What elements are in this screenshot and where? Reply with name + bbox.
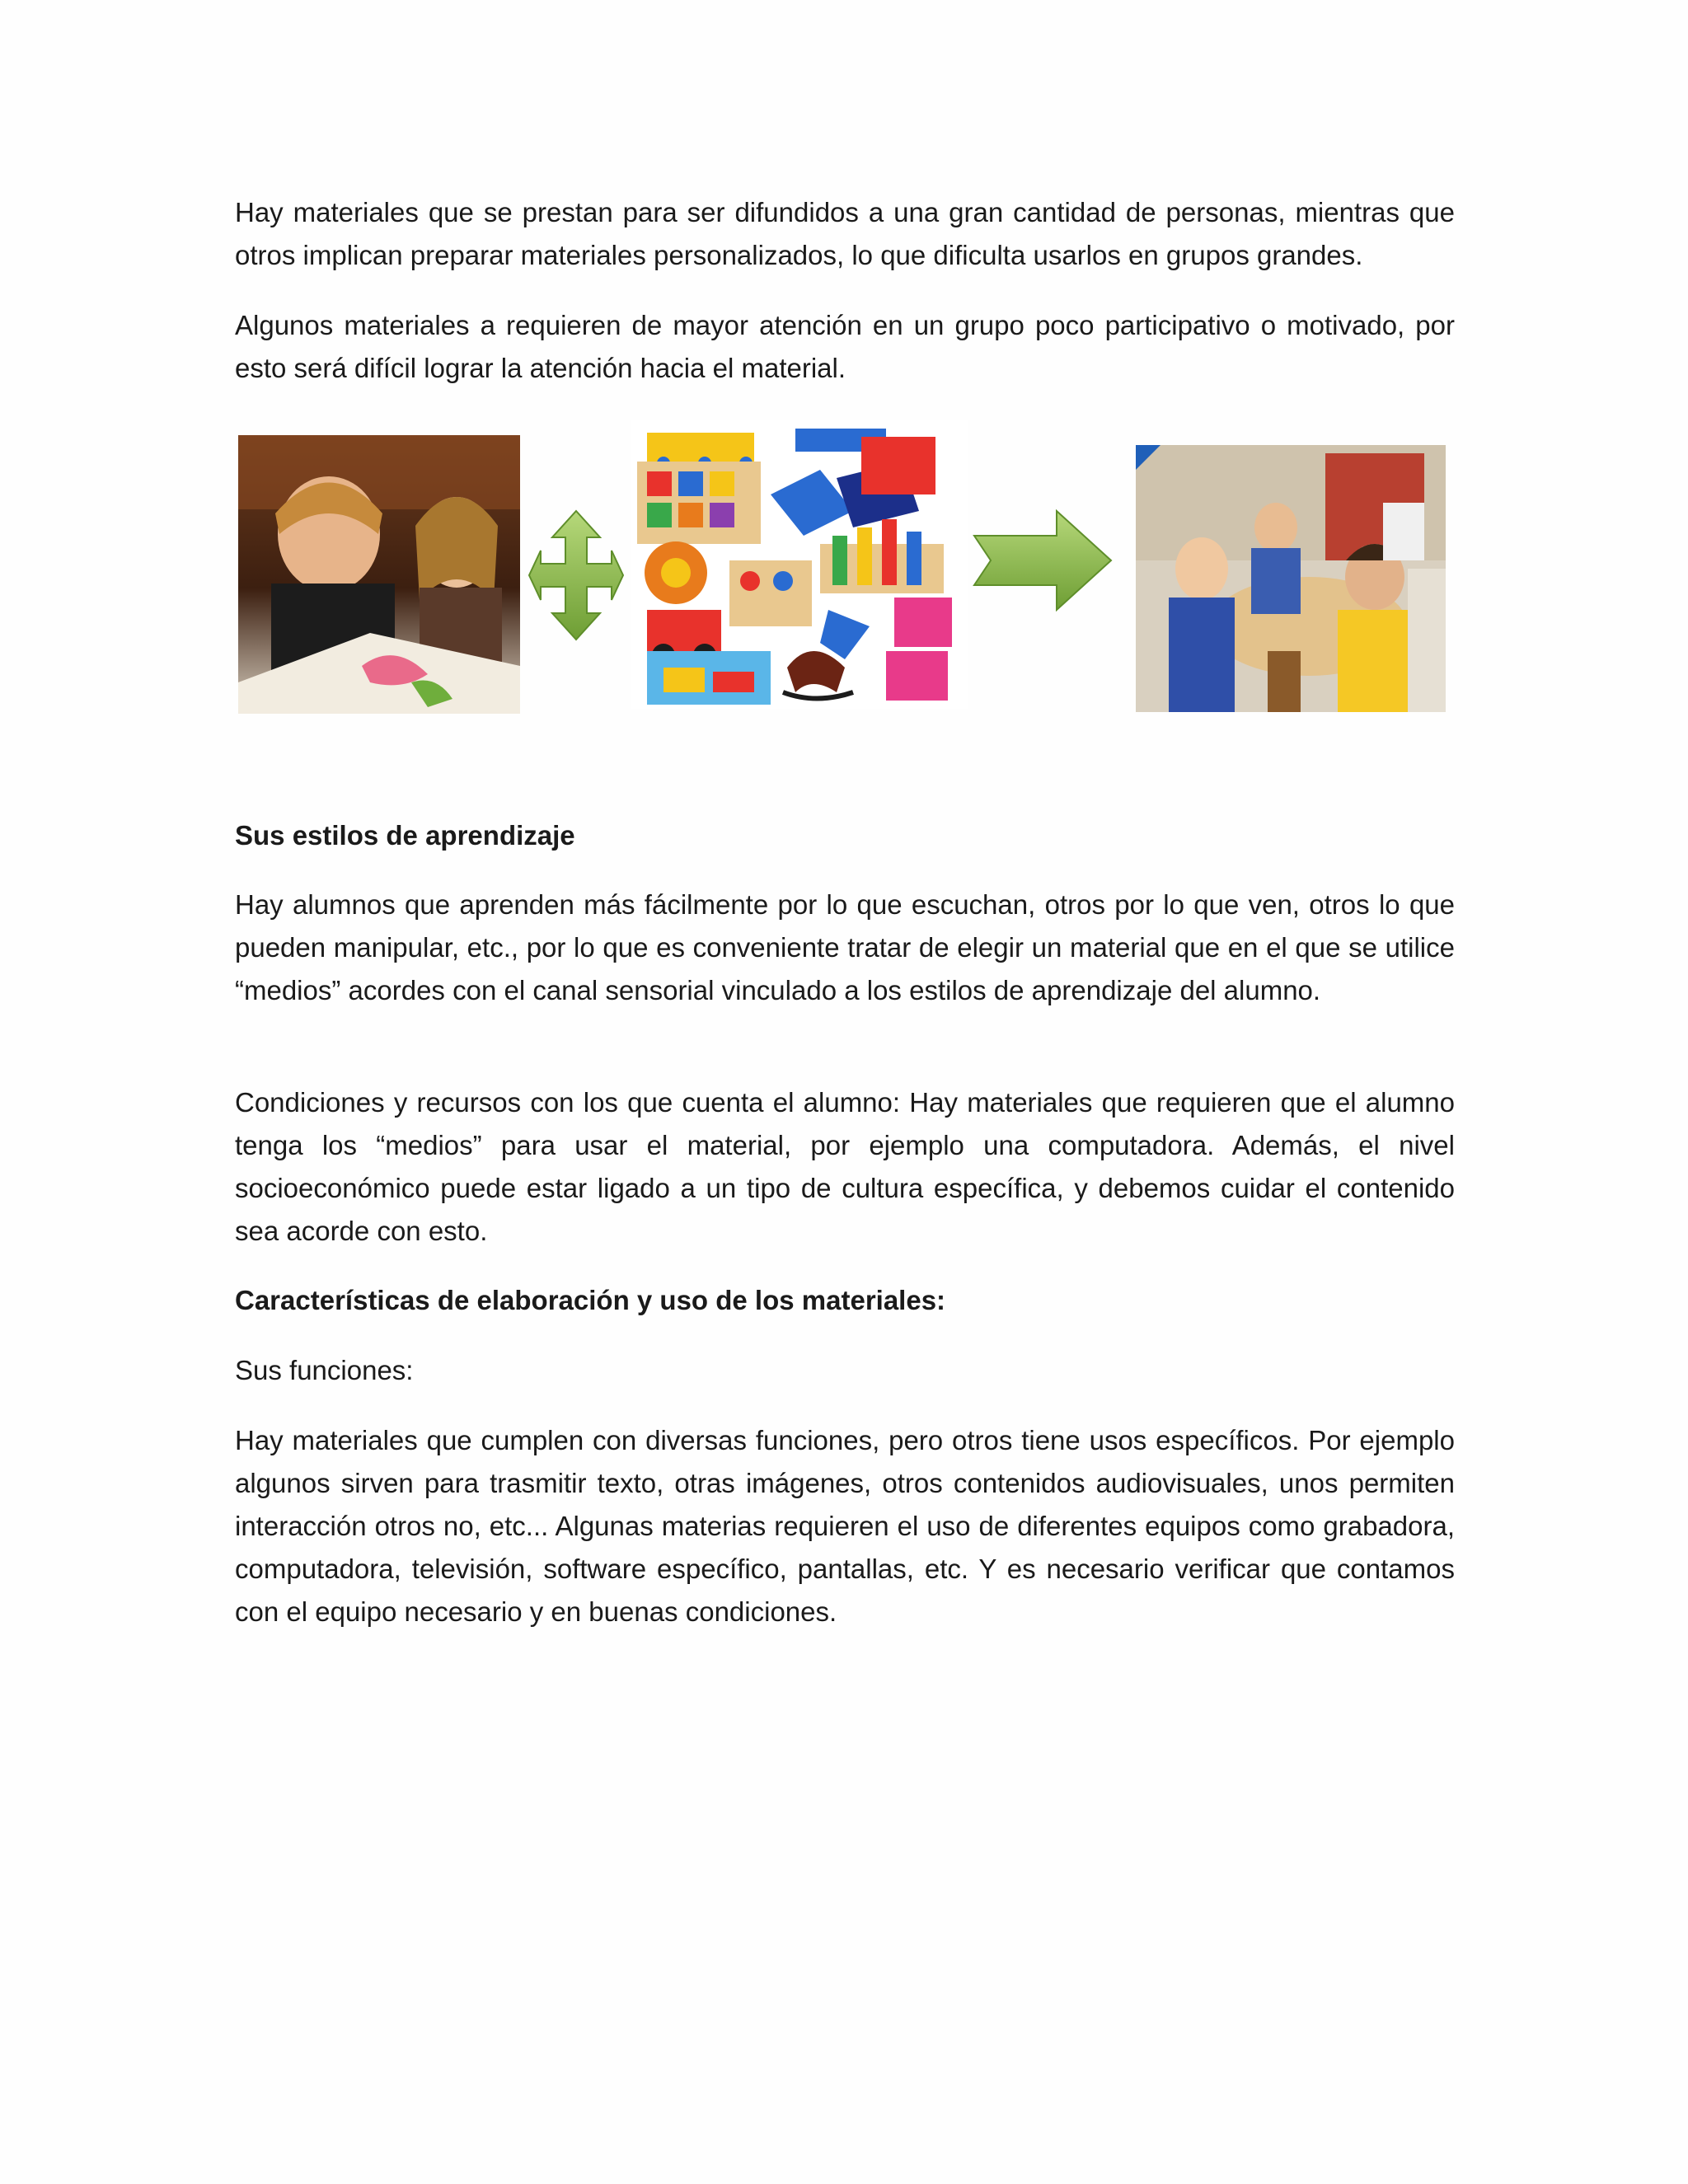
heading-caracteristicas [235,1279,1455,1322]
heading-text: Sus estilos de aprendizaje [235,820,575,851]
paragraph-1 [235,191,1455,277]
educational-toys-photo [631,420,968,709]
paragraph-text: Sus funciones: [235,1355,414,1385]
paragraph-text: Hay alumnos que aprenden más fácilmente por lo que escuchan, otros por lo que ven, otros lo que pueden manipular, etc., por lo que es conveniente tratar de elegir un material que en el que se utilice “medios” acordes con el canal sensorial vinculado a los estilos de aprendizaje del alumno. [235,889,1455,1005]
children-at-table-photo [1136,445,1446,712]
paragraph-text: Algunos materiales a requieren de mayor atención en un grupo poco participativo o motivado, por esto será difícil lograr la atención hacia el material. [235,310,1455,383]
heading-text: Características de elaboración y uso de los materiales: [235,1285,946,1315]
paragraph-6 [235,1419,1455,1633]
paragraph-3 [235,883,1455,1012]
heading-estilos-aprendizaje [235,814,1455,857]
children-reading-photo [238,435,520,714]
paragraph-5 [235,1349,1455,1392]
paragraph-text: Condiciones y recursos con los que cuenta el alumno: Hay materiales que requieren que el alumno tenga los “medios” para usar el material, por ejemplo una computadora. Además, el nivel socioeconómico puede estar ligado a un tipo de cultura específica, y debemos cuidar el contenido sea acorde con esto. [235,1087,1455,1246]
paragraph-text: Hay materiales que cumplen con diversas funciones, pero otros tiene usos específicos. Por ejemplo algunos sirven para trasmitir texto, otras imágenes, otros contenidos audiovisuales, unos permiten interacción otros no, etc... Algunas materias requieren el uso de diferentes equipos como grabadora, computadora, televisión, software específico, pantallas, etc. Y es necesario verificar que contamos con el equipo necesario y en buenas condiciones. [235,1425,1455,1627]
paragraph-4 [235,1081,1455,1253]
paragraph-2 [235,304,1455,390]
paragraph-text: Hay materiales que se prestan para ser difundidos a una gran cantidad de personas, mientras que otros implican preparar materiales personalizados, lo que dificulta usarlos en grupos grandes. [235,197,1455,270]
right-arrow-icon [973,509,1113,612]
four-way-arrow-icon [528,509,625,641]
